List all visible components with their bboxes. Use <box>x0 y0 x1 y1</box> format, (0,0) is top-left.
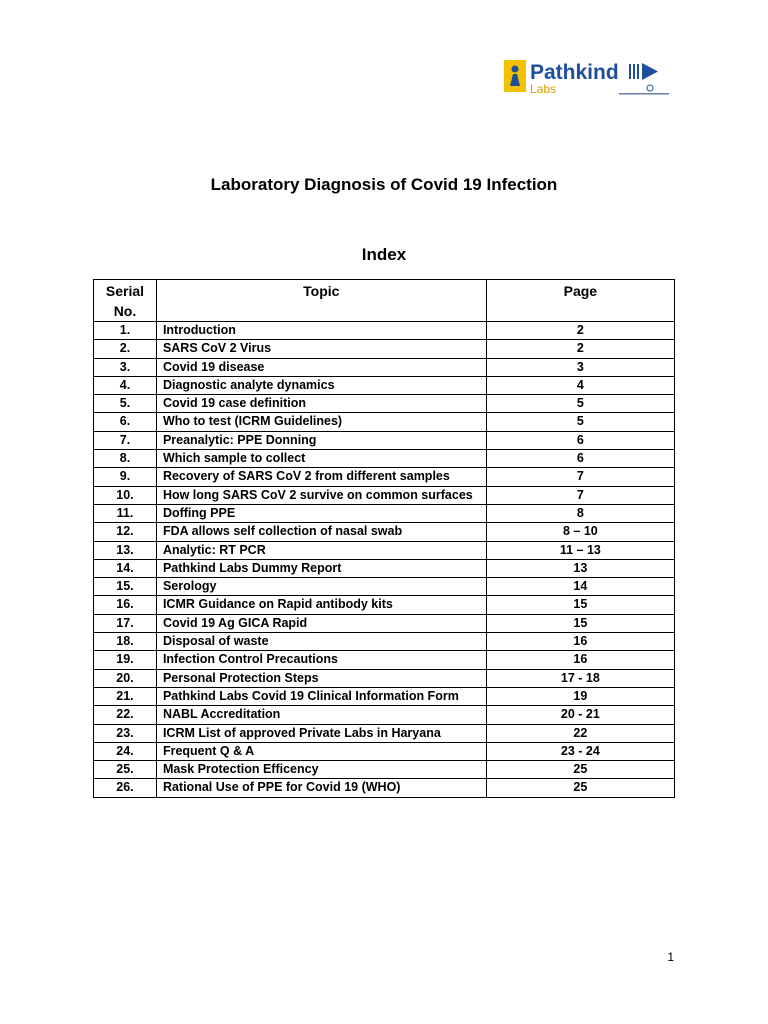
logo-tagline-mark <box>619 93 669 95</box>
row-serial: 3. <box>94 358 157 376</box>
microscope-icon <box>512 66 519 73</box>
row-serial: 24. <box>94 742 157 760</box>
pathkind-logo <box>504 58 674 98</box>
pathkind-logo-graphic <box>504 58 674 98</box>
table-row <box>94 541 675 559</box>
row-serial: 11. <box>94 504 157 522</box>
row-page: 22 <box>486 724 674 742</box>
table-row <box>94 669 675 687</box>
row-topic: FDA allows self collection of nasal swab <box>156 523 486 541</box>
row-serial: 25. <box>94 761 157 779</box>
row-page: 5 <box>486 395 674 413</box>
row-page: 13 <box>486 559 674 577</box>
row-page: 14 <box>486 578 674 596</box>
row-serial: 13. <box>94 541 157 559</box>
row-page: 8 – 10 <box>486 523 674 541</box>
table-row <box>94 614 675 632</box>
row-serial: 12. <box>94 523 157 541</box>
row-topic: Who to test (ICRM Guidelines) <box>156 413 486 431</box>
table-row <box>94 687 675 705</box>
row-page: 25 <box>486 761 674 779</box>
row-page: 8 <box>486 504 674 522</box>
row-page: 4 <box>486 376 674 394</box>
row-page: 6 <box>486 431 674 449</box>
table-row <box>94 395 675 413</box>
row-topic: Pathkind Labs Dummy Report <box>156 559 486 577</box>
row-serial: 26. <box>94 779 157 797</box>
table-row <box>94 559 675 577</box>
table-row <box>94 706 675 724</box>
header-page: Page <box>486 280 674 322</box>
index-heading: Index <box>361 245 407 264</box>
row-serial: 8. <box>94 450 157 468</box>
row-topic: Personal Protection Steps <box>156 669 486 687</box>
row-page: 7 <box>486 468 674 486</box>
table-row <box>94 523 675 541</box>
table-row <box>94 504 675 522</box>
row-page: 16 <box>486 633 674 651</box>
row-topic: Doffing PPE <box>156 504 486 522</box>
header-topic: Topic <box>156 280 486 322</box>
row-topic: Rational Use of PPE for Covid 19 (WHO) <box>156 779 486 797</box>
table-row <box>94 376 675 394</box>
page-title: Laboratory Diagnosis of Covid 19 Infection <box>210 175 558 194</box>
row-page: 23 - 24 <box>486 742 674 760</box>
mahindra-emblem-icon <box>647 85 653 91</box>
row-serial: 16. <box>94 596 157 614</box>
row-topic: SARS CoV 2 Virus <box>156 340 486 358</box>
table-row <box>94 358 675 376</box>
logo-name: Pathkind <box>530 61 619 84</box>
table-row <box>94 431 675 449</box>
row-topic: Serology <box>156 578 486 596</box>
row-page: 3 <box>486 358 674 376</box>
row-topic: Covid 19 case definition <box>156 395 486 413</box>
row-serial: 1. <box>94 322 157 340</box>
row-topic: Mask Protection Efficency <box>156 761 486 779</box>
row-serial: 20. <box>94 669 157 687</box>
table-row <box>94 486 675 504</box>
row-topic: Introduction <box>156 322 486 340</box>
row-topic: Covid 19 Ag GICA Rapid <box>156 614 486 632</box>
row-serial: 14. <box>94 559 157 577</box>
row-topic: NABL Accreditation <box>156 706 486 724</box>
row-topic: Preanalytic: PPE Donning <box>156 431 486 449</box>
row-serial: 19. <box>94 651 157 669</box>
row-topic: Recovery of SARS CoV 2 from different samples <box>156 468 486 486</box>
table-header-row <box>94 280 675 322</box>
row-serial: 9. <box>94 468 157 486</box>
header-serial <box>94 280 157 322</box>
row-topic: Infection Control Precautions <box>156 651 486 669</box>
row-topic: ICRM List of approved Private Labs in Haryana <box>156 724 486 742</box>
row-page: 2 <box>486 322 674 340</box>
table-row <box>94 340 675 358</box>
row-topic: How long SARS CoV 2 survive on common surfaces <box>156 486 486 504</box>
row-serial: 6. <box>94 413 157 431</box>
table-row <box>94 779 675 797</box>
row-page: 6 <box>486 450 674 468</box>
logo-bar-1 <box>629 64 631 79</box>
row-page: 19 <box>486 687 674 705</box>
table-row <box>94 578 675 596</box>
table-row <box>94 468 675 486</box>
row-serial: 21. <box>94 687 157 705</box>
row-page: 16 <box>486 651 674 669</box>
row-page: 17 - 18 <box>486 669 674 687</box>
row-topic: Disposal of waste <box>156 633 486 651</box>
header-serial-line1: Serial <box>105 283 145 299</box>
table-row <box>94 633 675 651</box>
row-page: 5 <box>486 413 674 431</box>
row-topic: Diagnostic analyte dynamics <box>156 376 486 394</box>
row-serial: 23. <box>94 724 157 742</box>
table-row <box>94 651 675 669</box>
index-table <box>93 279 675 798</box>
row-topic: Analytic: RT PCR <box>156 541 486 559</box>
table-row <box>94 742 675 760</box>
logo-bar-2 <box>633 64 635 79</box>
table-row <box>94 596 675 614</box>
table-row <box>94 761 675 779</box>
table-row <box>94 413 675 431</box>
logo-sub: Labs <box>530 82 557 96</box>
row-topic: ICMR Guidance on Rapid antibody kits <box>156 596 486 614</box>
row-page: 25 <box>486 779 674 797</box>
row-page: 7 <box>486 486 674 504</box>
page-number: 1 <box>667 950 674 964</box>
table-row <box>94 450 675 468</box>
table-row <box>94 322 675 340</box>
row-page: 2 <box>486 340 674 358</box>
row-serial: 18. <box>94 633 157 651</box>
row-serial: 2. <box>94 340 157 358</box>
table-row <box>94 724 675 742</box>
header-serial-line2: No. <box>113 303 137 319</box>
row-serial: 4. <box>94 376 157 394</box>
logo-play-icon <box>642 63 658 80</box>
row-topic: Pathkind Labs Covid 19 Clinical Information Form <box>156 687 486 705</box>
row-serial: 17. <box>94 614 157 632</box>
row-serial: 15. <box>94 578 157 596</box>
row-serial: 5. <box>94 395 157 413</box>
row-topic: Which sample to collect <box>156 450 486 468</box>
row-serial: 7. <box>94 431 157 449</box>
row-page: 15 <box>486 614 674 632</box>
row-page: 20 - 21 <box>486 706 674 724</box>
row-topic: Covid 19 disease <box>156 358 486 376</box>
row-serial: 10. <box>94 486 157 504</box>
row-page: 11 – 13 <box>486 541 674 559</box>
row-page: 15 <box>486 596 674 614</box>
row-topic: Frequent Q & A <box>156 742 486 760</box>
logo-bar-3 <box>637 64 639 79</box>
row-serial: 22. <box>94 706 157 724</box>
